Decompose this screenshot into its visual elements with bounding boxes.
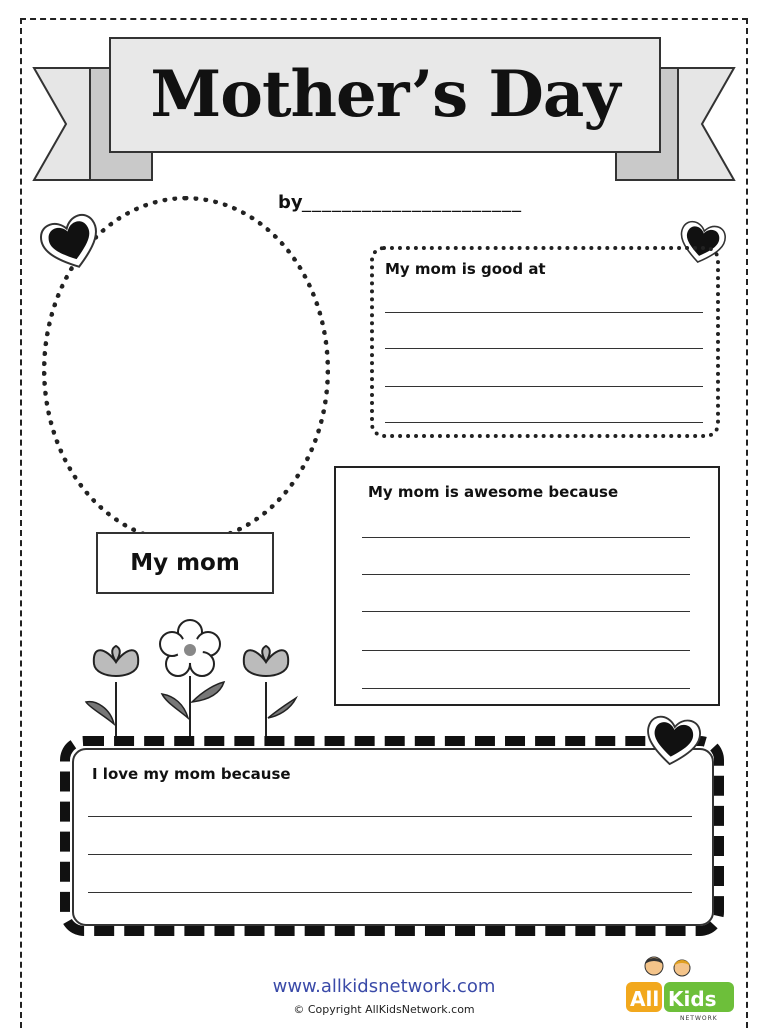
svg-text:All: All — [630, 987, 660, 1011]
site-url[interactable]: www.allkidsnetwork.com — [272, 976, 496, 997]
svg-text:NETWORK: NETWORK — [680, 1015, 718, 1022]
awesome-box — [334, 466, 720, 706]
writing-line[interactable] — [362, 611, 690, 612]
writing-line[interactable] — [362, 688, 690, 689]
writing-line[interactable] — [385, 312, 703, 313]
photo-caption: My mom — [96, 532, 274, 594]
allkids-logo — [622, 952, 738, 1022]
copyright: © Copyright AllKidsNetwork.com — [293, 1003, 475, 1016]
writing-line[interactable] — [362, 650, 690, 651]
writing-line[interactable] — [362, 574, 690, 575]
heart-icon — [38, 212, 104, 272]
page-title: Mother’s Day — [150, 56, 620, 132]
byline-blank[interactable]: ______________________ — [302, 192, 522, 213]
writing-line[interactable] — [385, 422, 703, 423]
svg-text:Kids: Kids — [668, 987, 717, 1011]
good-at-label: My mom is good at — [385, 260, 546, 278]
awesome-label: My mom is awesome because — [368, 483, 619, 501]
writing-line[interactable] — [88, 816, 692, 817]
writing-line[interactable] — [385, 348, 703, 349]
writing-line[interactable] — [88, 892, 692, 893]
flower-icon — [80, 612, 310, 742]
love-label: I love my mom because — [92, 765, 291, 783]
writing-line[interactable] — [385, 386, 703, 387]
writing-line[interactable] — [88, 854, 692, 855]
writing-line[interactable] — [362, 537, 690, 538]
heart-icon — [642, 712, 704, 768]
byline-label: by — [278, 192, 303, 213]
